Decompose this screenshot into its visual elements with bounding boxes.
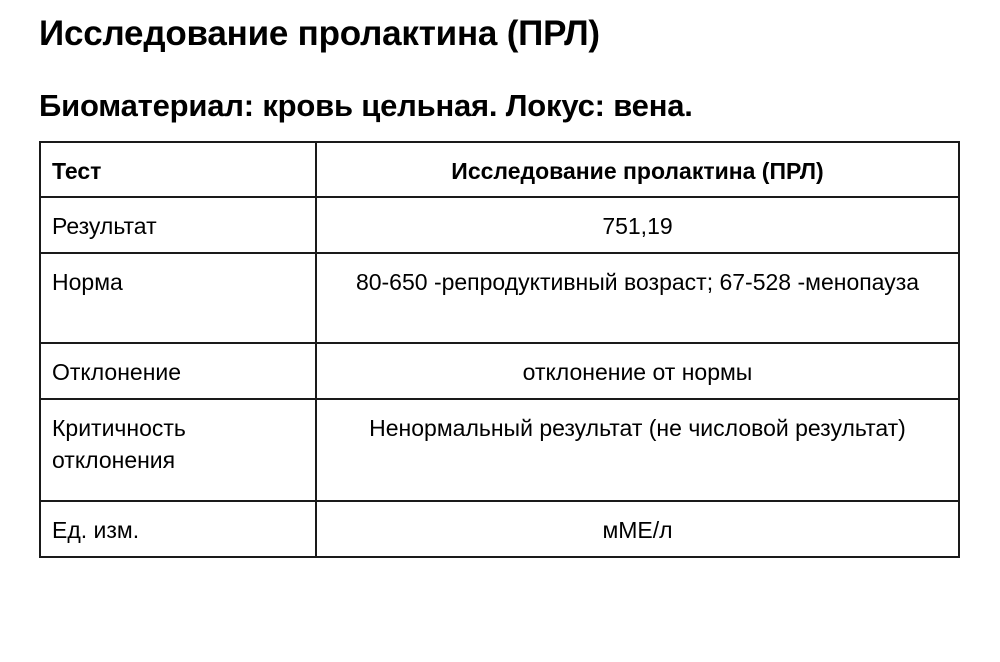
- table-row: [40, 343, 959, 399]
- row-value: 751,19: [316, 197, 959, 253]
- row-label: Норма: [40, 253, 316, 343]
- table-row: [40, 197, 959, 253]
- table-row: [40, 253, 959, 343]
- row-value: Ненормальный результат (не числовой результат): [316, 399, 959, 501]
- table-row: [40, 501, 959, 557]
- biomaterial-subtitle: Биоматериал: кровь цельная. Локус: вена.: [39, 88, 693, 123]
- row-label: Отклонение: [40, 343, 316, 399]
- row-label: Критичность отклонения: [40, 399, 316, 501]
- row-value: 80-650 -репродуктивный возраст; 67-528 -менопауза: [316, 253, 959, 343]
- table-header-row: [40, 142, 959, 197]
- row-value: отклонение от нормы: [316, 343, 959, 399]
- table-row: [40, 399, 959, 501]
- page-title: Исследование пролактина (ПРЛ): [39, 14, 600, 53]
- row-value: мМЕ/л: [316, 501, 959, 557]
- row-label: Ед. изм.: [40, 501, 316, 557]
- header-value: Исследование пролактина (ПРЛ): [316, 142, 959, 197]
- row-label: Результат: [40, 197, 316, 253]
- header-label: Тест: [40, 142, 316, 197]
- results-table: [39, 141, 960, 558]
